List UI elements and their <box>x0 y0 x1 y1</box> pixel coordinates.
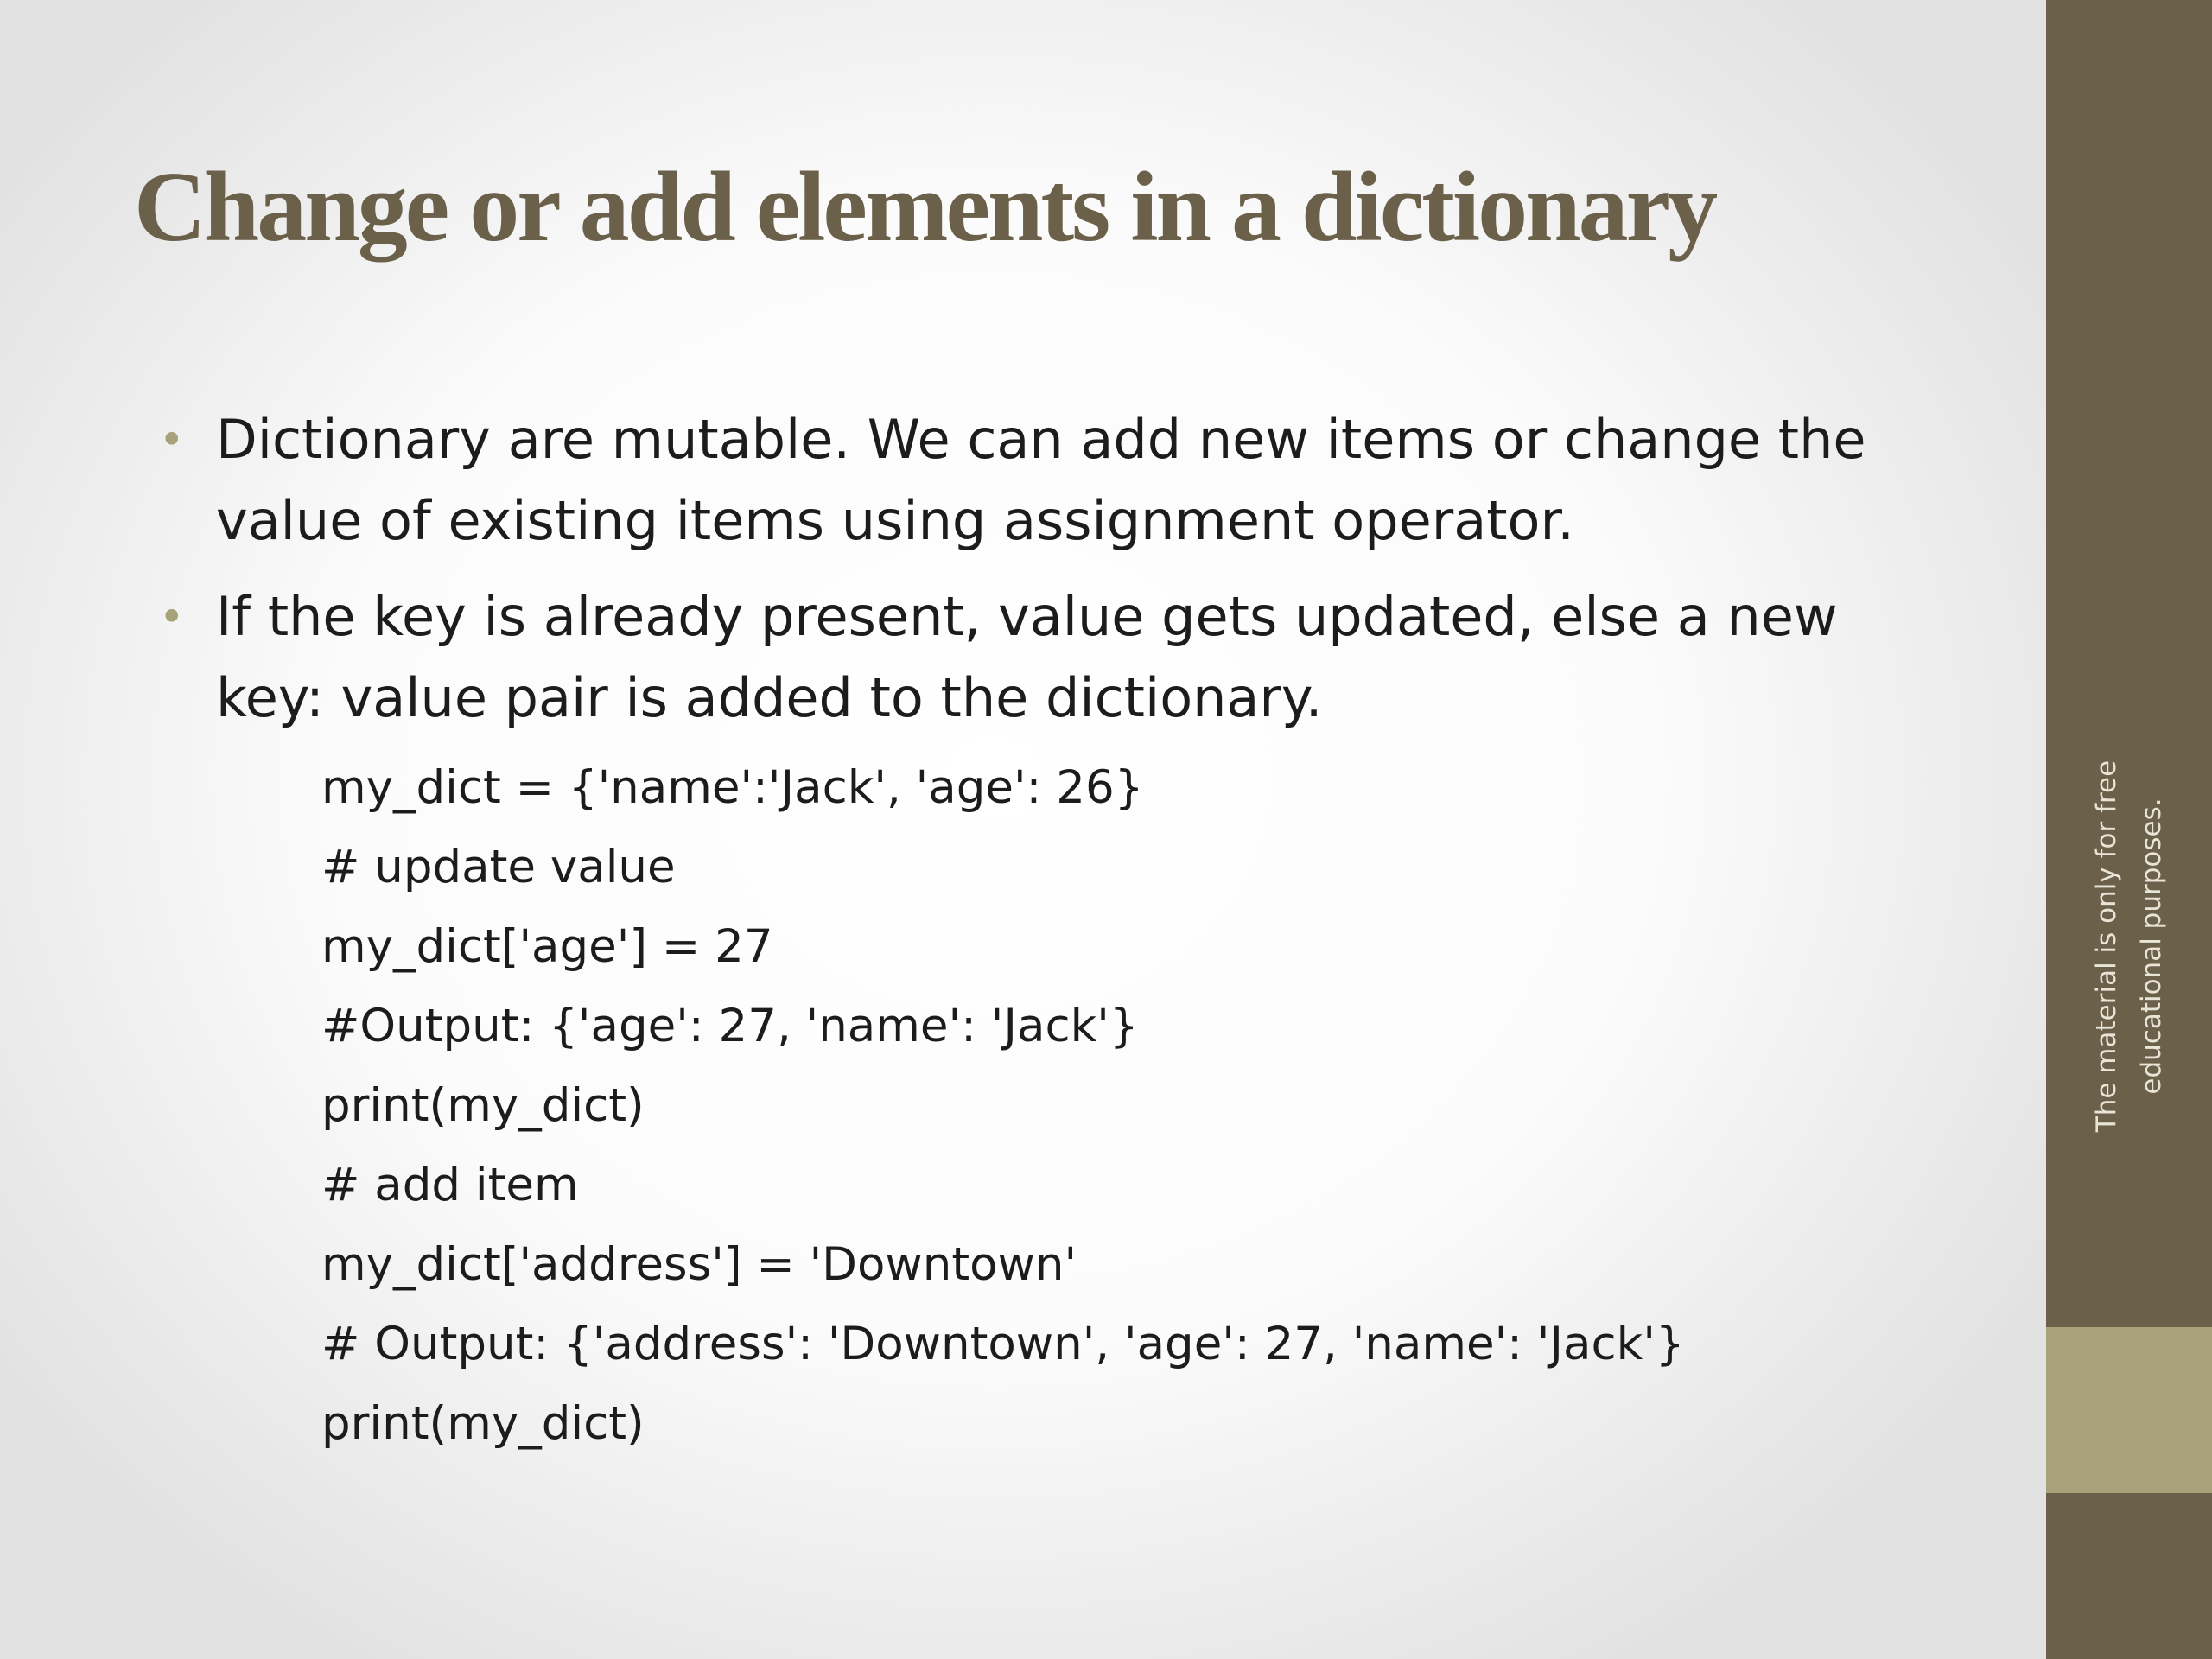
bullet-text: If the key is already present, value gets updated, else a new key: value pair is added to the dictionary. <box>216 585 1838 729</box>
bullet-list <box>156 399 1936 753</box>
code-line: # update value <box>321 841 676 893</box>
bullet-marker: • <box>159 592 185 642</box>
bullet-item <box>156 399 1936 562</box>
sidebar <box>2046 0 2212 1659</box>
code-example <box>321 748 1685 1464</box>
code-line: print(my_dict) <box>321 1079 645 1132</box>
code-line: my_dict['address'] = 'Downtown' <box>321 1238 1077 1291</box>
sidebar-note: The material is only for free educational purposes. <box>2091 760 2167 1133</box>
code-line: #Output: {'age': 27, 'name': 'Jack'} <box>321 1000 1139 1052</box>
bullet-text: Dictionary are mutable. We can add new items or change the value of existing items using assignment operator. <box>216 408 1866 552</box>
code-line: # Output: {'address': 'Downtown', 'age': 27, 'name': 'Jack'} <box>321 1318 1685 1370</box>
code-line: # add item <box>321 1159 579 1211</box>
bullet-marker: • <box>159 415 185 465</box>
sidebar-accent-block <box>2046 1327 2212 1493</box>
bullet-item <box>156 576 1936 739</box>
code-line: my_dict['age'] = 27 <box>321 920 773 973</box>
code-line: print(my_dict) <box>321 1397 645 1450</box>
code-line: my_dict = {'name':'Jack', 'age': 26} <box>321 761 1144 814</box>
slide-title: Change or add elements in a dictionary <box>134 152 1716 263</box>
